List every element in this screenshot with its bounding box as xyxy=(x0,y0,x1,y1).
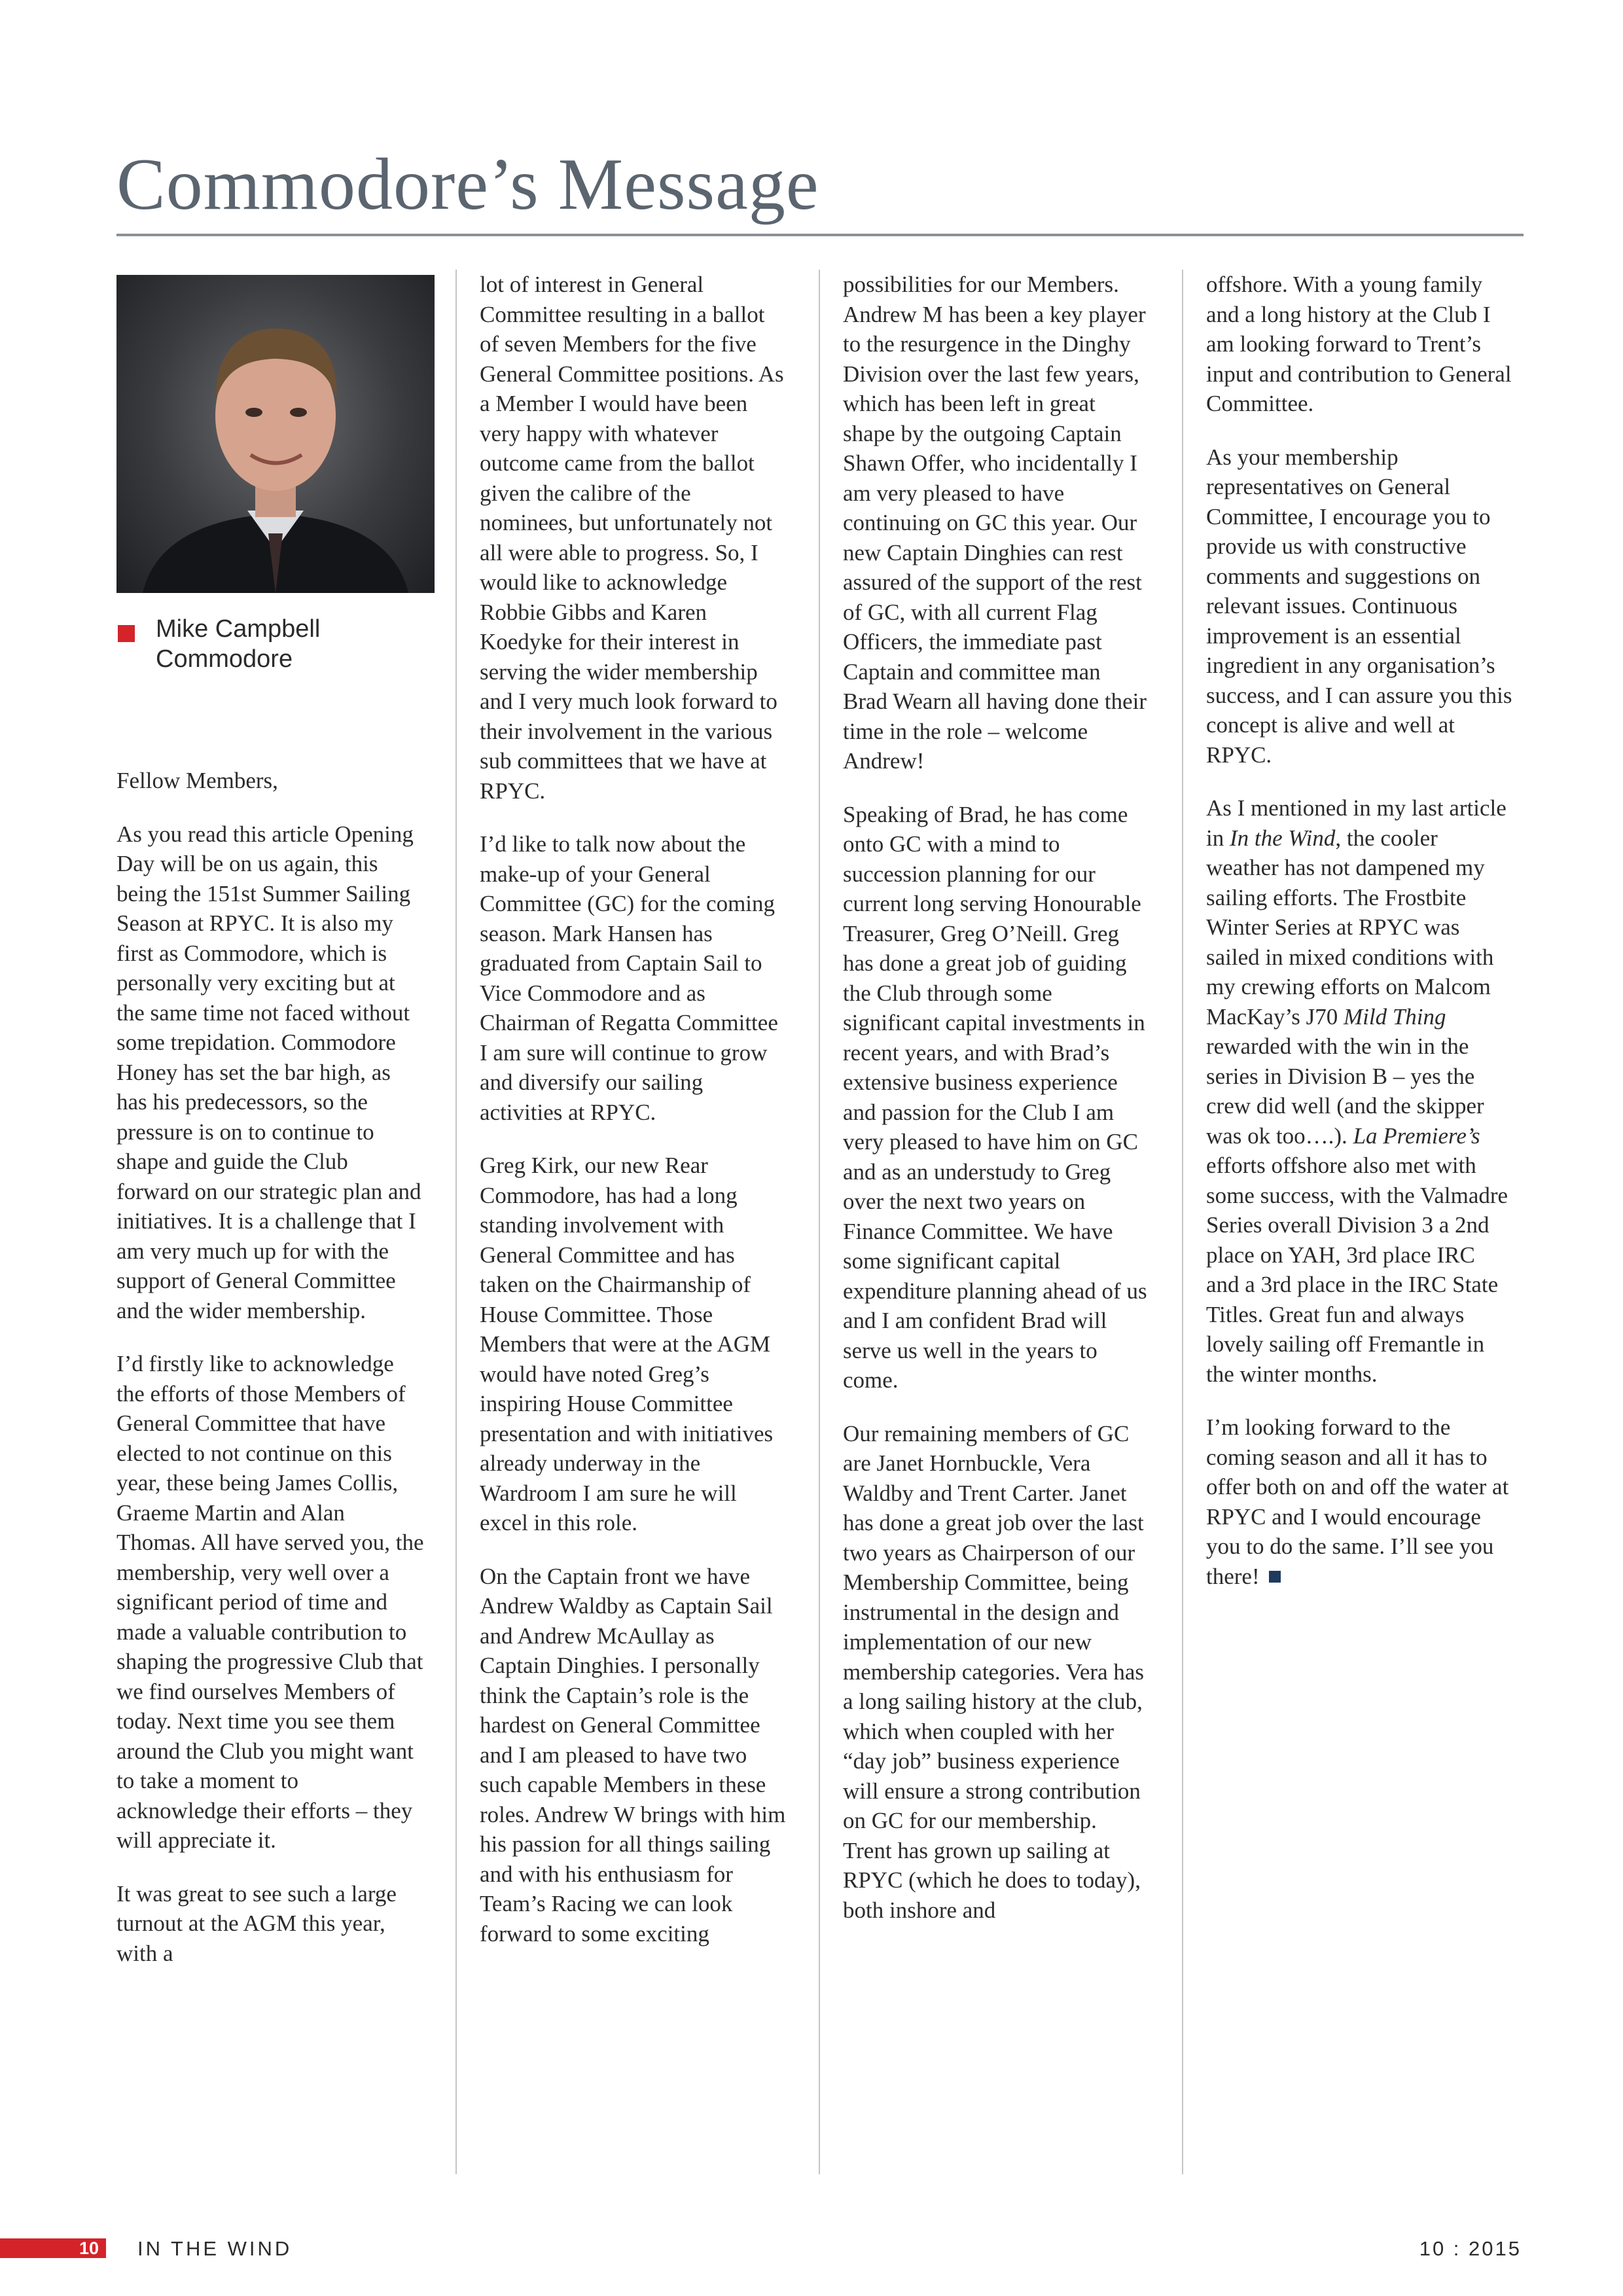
caption-marker-icon xyxy=(118,625,135,642)
caption-role: Commodore xyxy=(156,645,293,673)
article-paragraph: On the Captain front we have Andrew Waldby as Captain Sail and Andrew McAullay as Captain Dinghies. I personally think the Captain’s role is the hardest on General Committee and I am pleased to have two such capable Members in these roles. Andrew W brings with him his passion for all things sailing and with his enthusiasm for Team’s Racing we can look forward to some exciting xyxy=(480,1563,786,1946)
article-paragraph xyxy=(1206,1412,1514,1591)
title-divider xyxy=(116,234,1524,236)
caption-name: Mike Campbell xyxy=(156,615,321,643)
article-paragraph xyxy=(1206,793,1514,1389)
issue-number: 10 : 2015 xyxy=(1419,2237,1522,2260)
article-paragraph: Speaking of Brad, he has come onto GC with a mind to succession planning for our current long serving Honourable Treasurer, Greg O’Neill. Greg has done a great job of guiding the Club through some significant capital investments in recent years, and with Brad’s extensive business experience and passion for the Club I am very pleased to have him on GC and as an understudy to Greg over the next two years on Finance Committee. We have some significant capital expenditure planning ahead of us and I am confident Brad will serve us well in the years to come. xyxy=(843,801,1147,1393)
article-paragraph: Fellow Members, xyxy=(116,768,278,793)
article-paragraph: lot of interest in General Committee resulting in a ballot of seven Members for the five General Committee positions. As a Member I would have been very happy with whatever outcome came from the ballot given the calibre of the nominees, but unfortunately not all were able to progress. So, I would like to acknowledge Robbie Gibbs and Karen Koedyke for their interest in serving the wider membership and I very much look forward to their involvement in the various sub committees that we have at RPYC. xyxy=(480,272,784,804)
closing-text: I’m looking forward to the coming season and all it has to offer both on and off the water at RPYC and I would encourage you to do the same. I’ll see you there! xyxy=(1206,1414,1509,1589)
article-column-1 xyxy=(116,766,424,1992)
article-paragraph: I’d like to talk now about the make-up of your General Committee (GC) for the coming season. Mark Hansen has graduated from Captain Sail to Vice Commodore and as Chairman of Regatta Committee I am sure will continue to grow and diversify our sailing activities at RPYC. xyxy=(480,831,778,1125)
end-of-article-icon xyxy=(1269,1571,1281,1583)
text-run: rewarded with the win in the series in Division B – yes the crew did well (and the skipper was ok too….). xyxy=(1206,1033,1484,1149)
article-paragraph: It was great to see such a large turnout at the AGM this year, with a xyxy=(116,1880,397,1966)
article-column-4 xyxy=(1206,270,1514,1615)
text-run: , the cooler weather has not dampened my sailing efforts. The Frostbite Winter Series at RPYC was sailed in mixed conditions with my crewing efforts on Malcom MacKay’s J70 xyxy=(1206,825,1494,1030)
boat-name: Mild Thing xyxy=(1343,1003,1446,1030)
article-paragraph: possibilities for our Members. Andrew M has been a key player to the resurgence in the Dinghy Division over the last few years, which has been left in great shape by the outgoing Captain Shawn Offer, who incidentally I am very pleased to have continuing on GC this year. Our new Captain Dinghies can rest assured of the support of the rest of GC, with all current Flag Officers, the immediate past Captain and committee man Brad Wearn all having done their time in the role – welcome Andrew! xyxy=(843,272,1147,774)
article-column-3 xyxy=(843,270,1150,1948)
page-title: Commodore’s Message xyxy=(116,144,819,225)
publication-name: In the Wind xyxy=(1229,825,1336,851)
text-run: efforts offshore also met with some success, with the Valmadre Series overall Division 3 a 2nd place on YAH, 3rd place IRC and a 3rd place in the IRC State Titles. Great fun and always lovely sailing off Fremantle in the winter months. xyxy=(1206,1153,1508,1387)
article-paragraph: As you read this article Opening Day will be on us again, this being the 151st Summer Sailing Season at RPYC. It is also my first as Commodore, which is personally very exciting but at the same time not faced without some trepidation. Commodore Honey has set the bar high, as has his predecessors, so the pressure is on to continue to shape and guide the Club forward on our strategic plan and initiatives. It is a challenge that I am very much up for with the support of General Committee and the wider membership. xyxy=(116,821,421,1323)
column-divider xyxy=(1182,270,1183,2174)
column-divider xyxy=(455,270,457,2174)
article-paragraph: As your membership representatives on General Committee, I encourage you to provide us with constructive comments and suggestions on relevant issues. Continuous improvement is an essential ingredient in any organisation’s success, and I can assure you this concept is alive and well at RPYC. xyxy=(1206,444,1512,768)
publication-name-footer: IN THE WIND xyxy=(137,2237,293,2260)
article-paragraph: Our remaining members of GC are Janet Hornbuckle, Vera Waldby and Trent Carter. Janet has done a great job over the last two years as Chairperson of our Membership Committee, being instrumental in the design and implementation of our new membership categories. Vera has a long sailing history at the club, which when coupled with her “day job” business experience will ensure a strong contribution on GC for our membership. Trent has grown up sailing at RPYC (which he does to today), both inshore and xyxy=(843,1420,1145,1923)
portrait-photo xyxy=(116,275,435,593)
article-paragraph: offshore. With a young family and a long history at the Club I am looking forward to Trent’s input and contribution to General Committee. xyxy=(1206,272,1512,416)
text-run: As I mentioned in my last article in xyxy=(1206,795,1507,851)
page-number: 10 xyxy=(79,2238,99,2258)
column-divider xyxy=(819,270,820,2174)
boat-name: La Premiere’s xyxy=(1353,1122,1480,1149)
article-column-2 xyxy=(480,270,787,1972)
article-paragraph: Greg Kirk, our new Rear Commodore, has had a long standing involvement with General Committee and has taken on the Chairmanship of House Committee. Those Members that were at the AGM would have noted Greg’s inspiring House Committee presentation and with initiatives already underway in the Wardroom I am sure he will excel in this role. xyxy=(480,1153,774,1535)
photo-caption xyxy=(156,614,320,674)
article-paragraph: I’d firstly like to acknowledge the efforts of those Members of General Committee that have elected to not continue on this year, these being James Collis, Graeme Martin and Alan Thomas. All have served you, the membership, very well over a significant period of time and made a valuable contribution to shaping the progressive Club that we find ourselves Members of today. Next time you see them around the Club you might want to take a moment to acknowledge their efforts – they will appreciate it. xyxy=(116,1351,424,1853)
